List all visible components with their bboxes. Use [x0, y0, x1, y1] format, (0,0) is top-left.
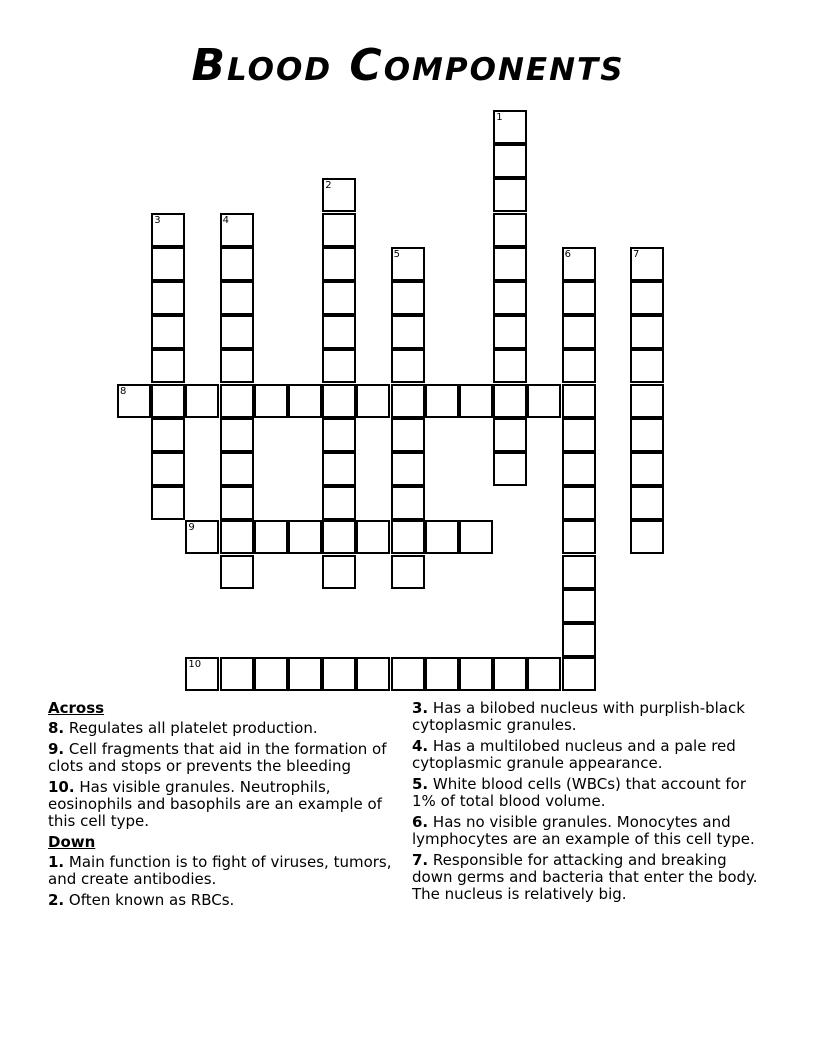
crossword-cell[interactable] [630, 384, 664, 418]
crossword-cell[interactable] [288, 384, 322, 418]
crossword-cell[interactable] [356, 657, 390, 691]
crossword-cell[interactable] [493, 144, 527, 178]
crossword-cell[interactable] [220, 555, 254, 589]
crossword-cell[interactable] [459, 520, 493, 554]
clue-item-number: 8. [48, 719, 65, 737]
clue-item-number: 1. [48, 853, 65, 871]
crossword-cell[interactable] [562, 281, 596, 315]
crossword-cell[interactable] [322, 555, 356, 589]
crossword-cell[interactable] [630, 486, 664, 520]
clue-item-text: Has a multilobed nucleus and a pale red cytoplasmic granule appearance. [412, 737, 736, 772]
clue-item [48, 720, 408, 737]
crossword-cell[interactable] [562, 486, 596, 520]
crossword-cell[interactable] [356, 520, 390, 554]
crossword-cell[interactable] [220, 486, 254, 520]
clue-item-text: Responsible for attacking and breaking down germs and bacteria that enter the body. The nucleus is relatively big. [412, 851, 758, 903]
crossword-cell[interactable] [391, 657, 425, 691]
clues-left-column [48, 700, 408, 913]
clue-number: 7 [633, 248, 640, 260]
clue-item [412, 738, 762, 772]
clue-item [48, 779, 408, 830]
down-heading: Down [48, 833, 96, 851]
across-clue-list [48, 720, 408, 830]
clues-right-column [412, 700, 762, 907]
crossword-cell[interactable] [151, 315, 185, 349]
crossword-cell[interactable] [562, 384, 596, 418]
crossword-cell[interactable] [391, 281, 425, 315]
crossword-cell[interactable] [254, 384, 288, 418]
crossword-cell[interactable] [322, 178, 356, 212]
crossword-cell[interactable] [630, 418, 664, 452]
clue-item [48, 854, 408, 888]
crossword-cell[interactable] [151, 418, 185, 452]
clue-item-number: 10. [48, 778, 75, 796]
clue-item [412, 776, 762, 810]
crossword-cell[interactable] [493, 657, 527, 691]
crossword-cell[interactable] [220, 452, 254, 486]
crossword-cell[interactable] [391, 384, 425, 418]
clue-item-text: Cell fragments that aid in the formation of clots and stops or prevents the bleeding [48, 740, 387, 775]
clue-item-number: 7. [412, 851, 429, 869]
crossword-cell[interactable] [425, 520, 459, 554]
crossword-cell[interactable] [493, 384, 527, 418]
crossword-cell[interactable] [322, 418, 356, 452]
crossword-cell[interactable] [220, 520, 254, 554]
crossword-cell[interactable] [220, 315, 254, 349]
crossword-cell[interactable] [459, 657, 493, 691]
crossword-cell[interactable] [391, 520, 425, 554]
clue-item [412, 700, 762, 734]
crossword-cell[interactable] [562, 623, 596, 657]
clue-number: 9 [188, 522, 195, 534]
crossword-cell[interactable] [562, 418, 596, 452]
crossword-cell[interactable] [117, 384, 151, 418]
crossword-cell[interactable] [322, 486, 356, 520]
clue-number: 10 [188, 659, 202, 671]
clue-item [48, 892, 408, 909]
clue-number: 1 [496, 112, 503, 123]
clue-item [48, 741, 408, 775]
clue-number: 6 [564, 248, 571, 260]
crossword-cell[interactable] [493, 110, 527, 144]
clue-item-text: Main function is to fight of viruses, tumors, and create antibodies. [48, 853, 392, 888]
clue-item-text: White blood cells (WBCs) that account for 1% of total blood volume. [412, 775, 747, 810]
clue-number: 5 [393, 248, 400, 260]
clue-number: 2 [325, 180, 332, 192]
across-heading: Across [48, 699, 105, 717]
crossword-cell[interactable] [185, 657, 219, 691]
crossword-cell[interactable] [562, 452, 596, 486]
crossword-cell[interactable] [562, 247, 596, 281]
crossword-cell[interactable] [527, 657, 561, 691]
crossword-cell[interactable] [151, 281, 185, 315]
crossword-cell[interactable] [391, 247, 425, 281]
crossword-cell[interactable] [220, 213, 254, 247]
crossword-cell[interactable] [630, 520, 664, 554]
crossword-cell[interactable] [562, 520, 596, 554]
crossword-cell[interactable] [493, 247, 527, 281]
crossword-cell[interactable] [630, 247, 664, 281]
crossword-cell[interactable] [151, 486, 185, 520]
crossword-cell[interactable] [220, 281, 254, 315]
crossword-cell[interactable] [220, 349, 254, 383]
crossword-cell[interactable] [391, 452, 425, 486]
crossword-cell[interactable] [562, 589, 596, 623]
clue-item-text: Has visible granules. Neutrophils, eosinophils and basophils are an example of this cell type. [48, 778, 382, 830]
crossword-cell[interactable] [391, 418, 425, 452]
crossword-cell[interactable] [288, 520, 322, 554]
crossword-cell[interactable] [220, 657, 254, 691]
crossword-cell[interactable] [562, 349, 596, 383]
clue-number: 8 [120, 385, 127, 397]
page-title: Blood Components [191, 40, 625, 91]
down-clue-list [48, 854, 408, 909]
crossword-cell[interactable] [220, 384, 254, 418]
crossword-cell[interactable] [185, 520, 219, 554]
crossword-cell[interactable] [493, 213, 527, 247]
crossword-cell[interactable] [322, 520, 356, 554]
crossword-cell[interactable] [254, 520, 288, 554]
crossword-cell[interactable] [185, 384, 219, 418]
crossword-cell[interactable] [151, 452, 185, 486]
crossword-cell[interactable] [562, 657, 596, 691]
crossword-cell[interactable] [151, 384, 185, 418]
clue-item-text: Regulates all platelet production. [64, 719, 318, 737]
crossword-cell[interactable] [151, 349, 185, 383]
crossword-cell[interactable] [322, 657, 356, 691]
clue-number: 3 [154, 214, 161, 226]
crossword-cell[interactable] [493, 281, 527, 315]
clue-item-number: 2. [48, 891, 65, 909]
crossword-cell[interactable] [391, 486, 425, 520]
crossword-cell[interactable] [288, 657, 322, 691]
clue-item [412, 852, 762, 903]
crossword-cell[interactable] [630, 349, 664, 383]
crossword-cell[interactable] [151, 213, 185, 247]
crossword-cell[interactable] [356, 384, 390, 418]
down-clue-list-continued [412, 700, 762, 903]
crossword-cell[interactable] [630, 315, 664, 349]
crossword-cell[interactable] [322, 384, 356, 418]
crossword-cell[interactable] [322, 247, 356, 281]
crossword-cell[interactable] [493, 452, 527, 486]
crossword-cell[interactable] [151, 247, 185, 281]
crossword-cell[interactable] [425, 657, 459, 691]
crossword-cell[interactable] [220, 247, 254, 281]
crossword-cell[interactable] [493, 315, 527, 349]
crossword-cell[interactable] [254, 657, 288, 691]
crossword-cell[interactable] [630, 281, 664, 315]
clue-item-number: 6. [412, 813, 429, 831]
crossword-cell[interactable] [493, 349, 527, 383]
clue-item-number: 9. [48, 740, 65, 758]
crossword-cell[interactable] [527, 384, 561, 418]
clue-item-number: 4. [412, 737, 429, 755]
crossword-cell[interactable] [459, 384, 493, 418]
crossword-cell[interactable] [322, 315, 356, 349]
crossword-cell[interactable] [562, 555, 596, 589]
crossword-cell[interactable] [391, 315, 425, 349]
clue-item [412, 814, 762, 848]
crossword-cell[interactable] [425, 384, 459, 418]
clue-item-number: 3. [412, 699, 429, 717]
clue-item-text: Has no visible granules. Monocytes and lymphocytes are an example of this cell type. [412, 813, 755, 848]
clue-item-text: Often known as RBCs. [64, 891, 235, 909]
crossword-cell[interactable] [322, 349, 356, 383]
clue-item-text: Has a bilobed nucleus with purplish-black cytoplasmic granules. [412, 699, 745, 734]
crossword-cell[interactable] [562, 315, 596, 349]
crossword-cell[interactable] [220, 418, 254, 452]
crossword-cell[interactable] [630, 452, 664, 486]
clue-number: 4 [222, 214, 229, 226]
crossword-cell[interactable] [322, 452, 356, 486]
crossword-cell[interactable] [493, 178, 527, 212]
crossword-cell[interactable] [322, 281, 356, 315]
crossword-cell[interactable] [391, 349, 425, 383]
crossword-cell[interactable] [493, 418, 527, 452]
crossword-cell[interactable] [391, 555, 425, 589]
crossword-cell[interactable] [322, 213, 356, 247]
clue-item-number: 5. [412, 775, 429, 793]
